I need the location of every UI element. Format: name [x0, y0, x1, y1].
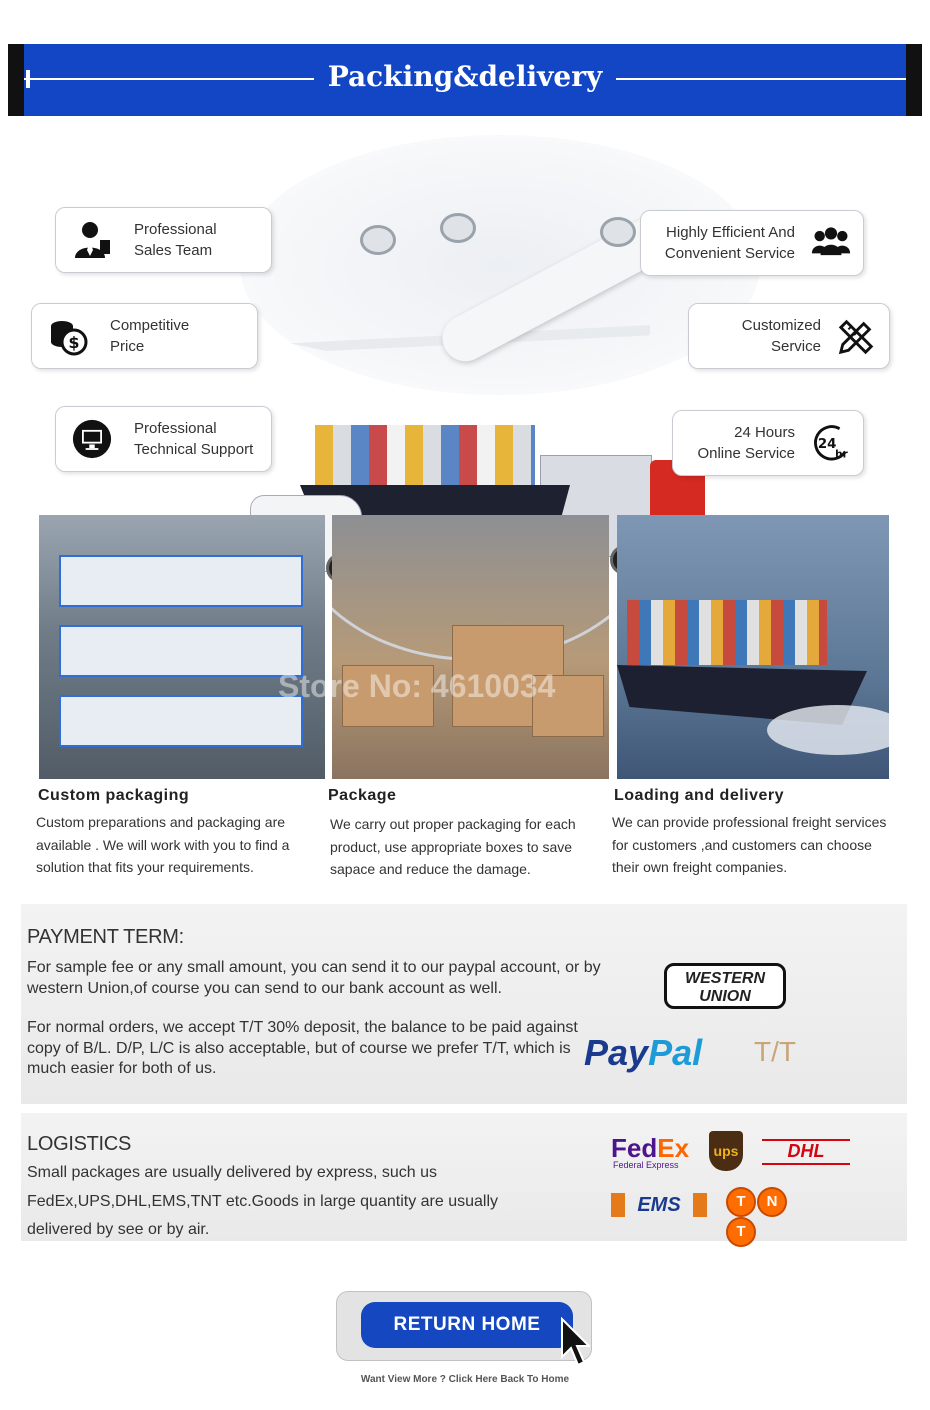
step-title: Package: [328, 787, 397, 804]
header-banner: [8, 44, 922, 116]
step-title: Custom packaging: [38, 787, 190, 804]
step-description: We carry out proper packaging for each product, use appropriate boxes to save sapace and reduce the damage.: [330, 816, 576, 877]
feature-line: Highly Efficient And: [666, 224, 795, 241]
loading-ship-photo: [617, 515, 889, 779]
tnt-letter: N: [757, 1187, 787, 1217]
ems-logo: EMS: [611, 1193, 707, 1217]
paypal-text: Pal: [648, 1032, 703, 1073]
coins-dollar-icon: [48, 316, 88, 356]
24hr-icon: [811, 423, 851, 463]
airplane-engine: [360, 225, 396, 255]
feature-line: Technical Support: [134, 441, 254, 458]
feature-line: Professional: [134, 420, 217, 437]
tnt-letter: T: [726, 1217, 756, 1247]
badge-unit: hr: [835, 448, 848, 461]
battery-rack: [59, 695, 303, 747]
custom-packaging-photo: [39, 515, 325, 779]
badge-number: 24: [817, 436, 837, 452]
feature-line: 24 Hours: [734, 424, 795, 441]
page-title: Packing&delivery: [327, 60, 603, 93]
ups-logo: ups: [709, 1131, 743, 1171]
feature-line: Price: [110, 338, 145, 355]
payment-term-panel: [21, 904, 907, 1104]
feature-line: Service: [770, 338, 821, 355]
dhl-logo: DHL: [762, 1139, 850, 1165]
battery-rack: [59, 555, 303, 607]
feature-line: Professional: [134, 221, 217, 238]
feature-line: Convenient Service: [664, 245, 795, 262]
payment-paragraph: For normal orders, we accept T/T 30% deposit, the balance to be paid against copy of B/L. D/P, L/C is also acceptable, but of course we prefer T/T, which is much easier for both of us.: [27, 1019, 578, 1077]
logistics-panel: [21, 1113, 907, 1241]
paypal-logo: [584, 1032, 702, 1074]
monitor-icon: [72, 419, 112, 459]
payment-heading: PAYMENT TERM:: [27, 926, 184, 948]
ship-wake: [767, 705, 889, 755]
person-tie-icon: [72, 220, 112, 260]
feature-online-service: [672, 410, 864, 476]
feature-technical-support: [55, 406, 272, 472]
cursor-arrow-icon: [560, 1317, 590, 1367]
return-home-link[interactable]: Want View More ? Click Here Back To Home: [360, 1374, 570, 1385]
paypal-text: Pay: [584, 1032, 649, 1073]
feature-sales-team: [55, 207, 272, 273]
ship-containers: [315, 425, 535, 487]
store-watermark: Store No: 4610034: [278, 668, 556, 704]
feature-line: Customized: [741, 317, 821, 334]
airplane-engine: [440, 213, 476, 243]
airplane-engine: [600, 217, 636, 247]
package-warehouse-photo: [332, 515, 609, 779]
tnt-logo: [726, 1187, 812, 1240]
svg-text:$: $: [68, 333, 80, 352]
service-hero: [0, 125, 930, 500]
ship-cargo: [627, 600, 827, 665]
fedex-text: Fed: [611, 1133, 658, 1163]
step-description: We can provide professional freight services for customers ,and customers can choose their own freight companies.: [612, 814, 887, 875]
tnt-letter: T: [726, 1187, 756, 1217]
payment-paragraph: For sample fee or any small amount, you can send it to our paypal account, or by western Union,of course you can send to our bank account as well.: [27, 959, 601, 997]
feature-line: Competitive: [110, 317, 190, 334]
western-union-text: WESTERN: [685, 970, 765, 987]
logistics-heading: LOGISTICS: [27, 1133, 131, 1155]
fedex-subtitle: Federal Express: [613, 1160, 679, 1170]
return-home-button[interactable]: RETURN HOME: [361, 1302, 573, 1348]
logistics-paragraph: Small packages are usually delivered by express, such us FedEx,UPS,DHL,EMS,TNT etc.Goods in large quantity are usually delivered by see or by air.: [27, 1164, 499, 1238]
feature-customized-service: [688, 303, 890, 369]
step-description: Custom preparations and packaging are available . We will work with you to find a solution that fits your requirements.: [36, 814, 290, 875]
feature-line: Sales Team: [134, 242, 213, 259]
tt-logo: T/T: [754, 1036, 796, 1067]
feature-competitive-price: [31, 303, 258, 369]
banner-right-line: [616, 78, 906, 80]
western-union-logo: [664, 963, 786, 1009]
banner-right-cap: [906, 44, 922, 116]
western-union-text: UNION: [699, 988, 751, 1005]
return-home-frame: [336, 1291, 592, 1361]
step-title: Loading and delivery: [614, 787, 785, 804]
feature-efficient-service: [640, 210, 864, 276]
group-icon: [811, 223, 851, 263]
feature-line: Online Service: [697, 445, 795, 462]
fedex-text: Ex: [657, 1133, 690, 1163]
pencil-ruler-icon: [837, 316, 877, 356]
battery-rack: [59, 625, 303, 677]
